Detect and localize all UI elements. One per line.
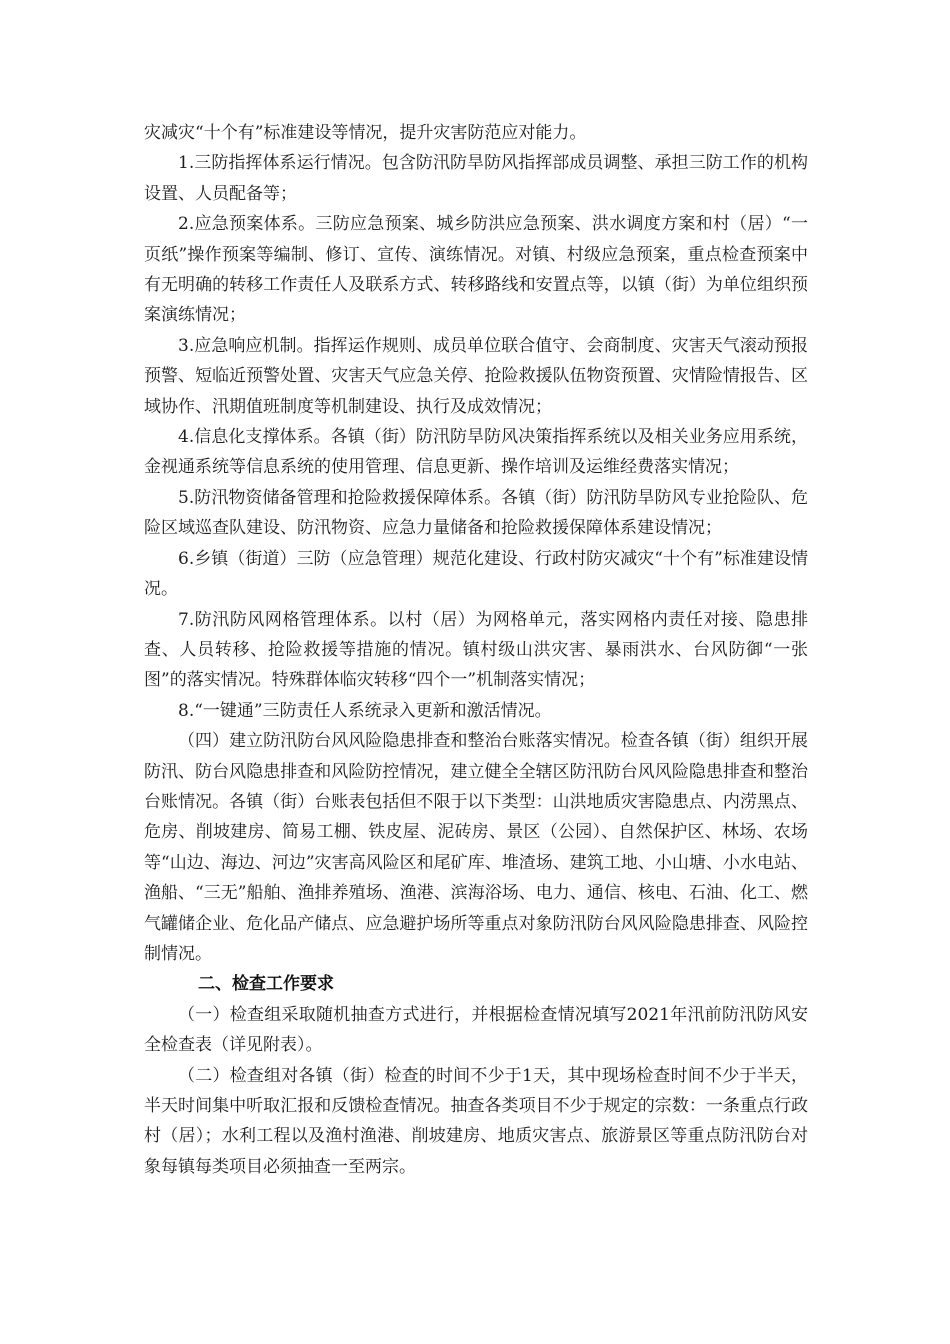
paragraph-section-4: （四）建立防汛防台风风险隐患排查和整治台账落实情况。检查各镇（街）组织开展防汛、防台风隐患排查和风险防控情况，建立健全全辖区防汛防台风风险隐患排查和整治台账情况。各镇（街）台账表包括但不限于以下类型：山洪地质灾害隐患点、内涝黑点、危房、削坡建房、简易工棚、铁皮屋、泥砖房、景区（公园）、自然保护区、林场、农场等“山边、海边、河边”灾害高风险区和尾矿库、堆渣场、建筑工地、小山塘、小水电站、渔船、“三无”船舶、渔排养殖场、渔港、滨海浴场、电力、通信、核电、石油、化工、燃气罐储企业、危化品产储点、应急避护场所等重点对象防汛防台风风险隐患排查、风险控制情况。	[144, 731, 808, 964]
paragraph-item-4: 4.信息化支撑体系。各镇（街）防汛防旱防风决策指挥系统以及相关业务应用系统，金视通系统等信息系统的使用管理、信息更新、操作培训及运维经费落实情况；	[144, 427, 808, 478]
document-page	[144, 118, 808, 1182]
paragraph-requirement-1: （一）检查组采取随机抽查方式进行，并根据检查情况填写2021年汛前防汛防风安全检查表（详见附表）。	[144, 1004, 808, 1056]
paragraph-item-5: 5.防汛物资储备管理和抢险救援保障体系。各镇（街）防汛防旱防风专业抢险队、危险区域巡查队建设、防汛物资、应急力量储备和抢险救援保障体系建设情况；	[144, 487, 808, 539]
paragraph-item-1: 1.三防指挥体系运行情况。包含防汛防旱防风指挥部成员调整、承担三防工作的机构设置、人员配备等；	[144, 153, 808, 204]
paragraph-intro: 灾减灾“十个有”标准建设等情况，提升灾害防范应对能力。	[144, 123, 587, 143]
paragraph-item-6: 6.乡镇（街道）三防（应急管理）规范化建设、行政村防灾减灾“十个有”标准建设情况。	[144, 548, 808, 600]
paragraph-item-3: 3.应急响应机制。指挥运作规则、成员单位联合值守、会商制度、灾害天气滚动预报预警、短临近预警处置、灾害天气应急关停、抢险救援队伍物资预置、灾情险情报告、区域协作、汛期值班制度等机制建设、执行及成效情况；	[144, 335, 808, 417]
paragraph-item-2: 2.应急预案体系。三防应急预案、城乡防洪应急预案、洪水调度方案和村（居）“一页纸”操作预案等编制、修订、宣传、演练情况。对镇、村级应急预案，重点检查预案中有无明确的转移工作责任人及联系方式、转移路线和安置点等，以镇（街）为单位组织预案演练情况；	[144, 214, 808, 326]
paragraph-item-7: 7.防汛防风网格管理体系。以村（居）为网格单元，落实网格内责任对接、隐患排查、人员转移、抢险救援等措施的情况。镇村级山洪灾害、暴雨洪水、台风防御“一张图”的落实情况。特殊群体临灾转移“四个一”机制落实情况；	[144, 609, 808, 691]
paragraph-requirement-2: （二）检查组对各镇（街）检查的时间不少于1天，其中现场检查时间不少于半天，半天时间集中听取汇报和反馈检查情况。抽查各类项目不少于规定的宗数：一条重点行政村（居）；水利工程以及渔村渔港、削坡建房、地质灾害点、旅游景区等重点防汛防台对象每镇每类项目必须抽查一至两宗。	[144, 1065, 808, 1177]
section-heading: 二、检查工作要求	[198, 974, 334, 995]
paragraph-item-8: 8.“一键通”三防责任人系统录入更新和激活情况。	[178, 700, 552, 721]
